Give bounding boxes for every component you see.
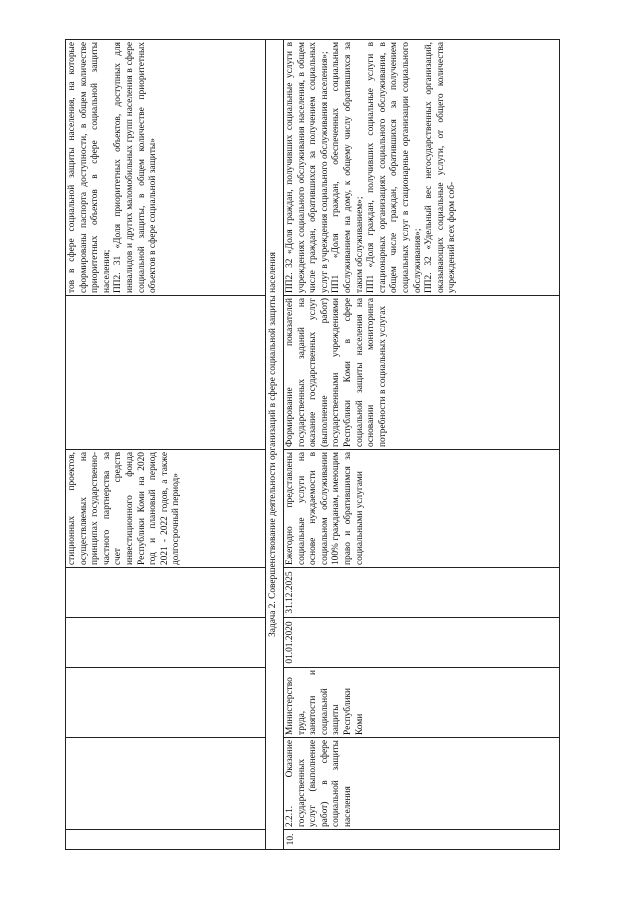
section-row [266, 40, 284, 850]
program-activities-table [65, 39, 560, 850]
start-date: 01.01.2020 [284, 618, 560, 668]
rotated-table-wrapper [65, 40, 560, 850]
section-title: Задача 2. Совершенствование деятельности организаций в сфере социальной защиты населения [266, 40, 284, 850]
target-indicators: ПП2. 32 «Доля граждан, получивших социальные услуги в учреждениях социального обслуживания населения, в общем числе граждан, обратившихся за получением социальных услуг в учреждения социального обслуживания населения»; ПП1 «Доля граждан, обеспеченных социальным обслуживанием на дому, к общему числу обратившихся за таким обслуживанием»; ПП1 «Доля граждан, получивших социальные услуги в стационарных организациях социального обслуживания, в общем числе граждан, обратившихся за получением социальных услуг в стационарные организации социального обслуживания»; ПП2. 32 «Удельный вес негосударственных организаций, оказывающих социальные услуги, от общего количества учреждений всех форм соб- [284, 40, 560, 296]
table-row-10 [284, 40, 560, 850]
table-cell-indicators-continuation: тов в сфере социальной защиты населения, на которые сформированы паспорта доступности, в общем количестве приоритетных объектов в сфере социальной защиты населения; ПП2. 31 «Доля приоритетных объектов, доступных для инвалидов и других маломобильных групп населения в сфере социальной защиты, в общем количестве приоритетных объектов в сфере социальной защиты» [66, 40, 266, 296]
table-cell [66, 668, 266, 738]
table-cell [66, 738, 266, 830]
link-to-indicators: Формирование показателей государственных заданий на оказание государственных услуг (выполнение работ) государственными учреждениями Республики Коми в сфере социальной защиты населения на основании мониторинга потребности в социальных услугах [284, 296, 560, 450]
expected-result: Ежегодно представлены социальные услуги на основе нуждаемости в социальном обслуживании 100% гражданам, имеющим право и обратившимся за социальными услугами [284, 450, 560, 568]
table-cell-result-continuation: стиционных проектов, осуществляемых на принципах государственно-частного партнерства за счет средств инвестиционного фонда Республики Коми на 2020 год и плановый период 2021 - 2022 годов, а также долгосрочный период» [66, 450, 266, 568]
table-cell [66, 568, 266, 618]
activity-name: 2.2.1. Оказание государственных услуг (выполнение работ) в сфере социальной защиты населения [284, 738, 560, 830]
table-row-continuation [66, 40, 266, 850]
row-number: 10. [284, 830, 560, 850]
table-cell [66, 830, 266, 850]
responsible-executor: Министерство труда, занятости и социальной защиты Республики Коми [284, 668, 560, 738]
table-cell [66, 296, 266, 450]
table-cell [66, 618, 266, 668]
end-date: 31.12.2025 [284, 568, 560, 618]
